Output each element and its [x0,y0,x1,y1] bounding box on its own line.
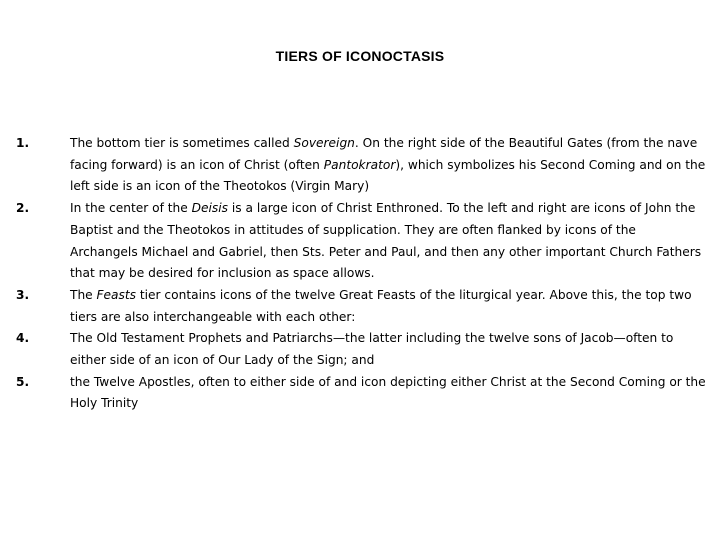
text-run: is a large icon of Christ Enthroned. To the left and right are icons of John the Baptist and the Theotokos in attitudes of supplication. They are often flanked by icons of the Archangels Michael and Gabriel, then Sts. Peter and Paul, and then any other important Church Fathers that may be desired for inclusion as space allows. [70,201,702,281]
text-run: the Twelve Apostles, often to either side of and icon depicting either Christ at the Second Coming or the Holy Trinity [70,374,706,411]
list-item-text [70,375,706,411]
text-run: . On the right side of the Beautiful Gates (from the nave facing forward) is an icon of Christ (often [70,136,698,172]
tiers-list [16,133,706,415]
list-item-5 [16,372,706,415]
list-item-3 [16,285,706,328]
italic-term: Feasts [96,287,137,302]
page-title: TIERS OF ICONOCTASIS [275,48,445,64]
list-number: 4. [16,331,30,346]
text-run: ), which symbolizes his Second Coming and on the left side is an icon of the Theotokos (Virgin Mary) [70,157,706,194]
text-run: In the center of the [70,201,192,216]
list-number: 2. [16,201,30,216]
text-run: The [70,287,97,302]
italic-term: Deisis [191,201,229,216]
text-run: The bottom tier is sometimes called [70,136,294,150]
italic-term: Sovereign [293,136,355,150]
list-number: 3. [16,287,30,302]
list-item-text [70,136,705,193]
list-number: 1. [16,136,30,150]
list-item-2 [16,198,706,285]
list-item-text [70,331,673,367]
list-item-text [70,288,692,324]
list-item-1 [16,133,706,198]
text-run: tier contains icons of the twelve Great Feasts of the liturgical year. Above this, the top two tiers are also interchangeable with each other: [70,287,692,324]
italic-term: Pantokrator [323,157,396,172]
list-number: 5. [16,374,30,389]
list-item-4 [16,328,706,371]
text-run: The Old Testament Prophets and Patriarchs—the latter including the twelve sons of Jacob—often to either side of an icon of Our Lady of the Sign; and [70,331,674,368]
list-item-text [70,201,701,280]
